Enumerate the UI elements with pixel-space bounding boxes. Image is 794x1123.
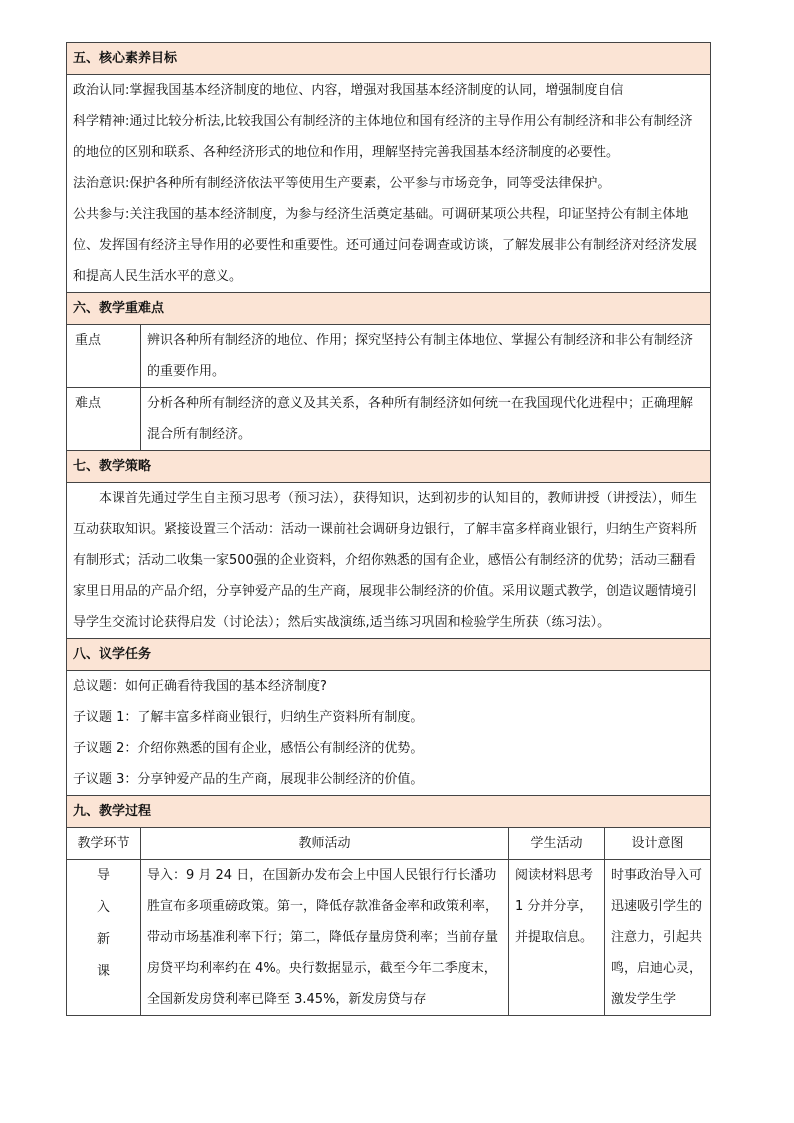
section-9-header xyxy=(67,796,711,828)
section-5-header xyxy=(67,43,711,75)
goal-public-participation: 公共参与:关注我国的基本经济制度，为参与经济生活奠定基础。可调研某项公共程，印证坚持公有制主体地位、发挥国有经济主导作用的必要性和重要性。还可通过问卷调查或访谈，了解发展非公有制经济对经济发展和提高人民生活水平的意义。 xyxy=(73,207,698,284)
section-title: 七、教学策略 xyxy=(67,451,711,483)
section-title: 八、议学任务 xyxy=(67,639,711,671)
sub-topic-3: 子议题 3：分享钟爱产品的生产商，展现非公制经济的价值。 xyxy=(73,772,424,787)
teacher-activity-text: 导入：9 月 24 日，在国新办发布会上中国人民银行行长潘功胜宣布多项重磅政策。第一，降低存款准备金率和政策利率，带动市场基准利率下行；第二，降低存量房贷利率；当前存量房贷平均利率约在 4%。央行数据显示，截至今年二季度末，全国新发房贷利率已降至 3.45%，新发房贷与存 xyxy=(141,860,509,1016)
main-topic: 总议题：如何正确看待我国的基本经济制度? xyxy=(73,679,327,694)
process-row-intro xyxy=(67,860,711,1016)
discussion-tasks xyxy=(67,671,711,796)
key-point-row xyxy=(67,325,711,388)
teaching-strategy-text: 本课首先通过学生自主预习思考（预习法），获得知识，达到初步的认知目的，教师讲授（讲授法），师生互动获取知识。紧接设置三个活动：活动一课前社会调研身边银行，了解丰富多样商业银行，归纳生产资料所有制形式；活动二收集一家500强的企业资料，介绍你熟悉的国有企业，感悟公有制经济的优势；活动三翻看家里日用品的产品介绍，分享钟爱产品的生产商，展现非公制经济的价值。采用议题式教学，创造议题情境引导学生交流讨论获得启发（讨论法）；然后实战演练,适当练习巩固和检验学生所获（练习法）。 xyxy=(73,491,698,630)
section-7-header xyxy=(67,451,711,483)
goal-political-identity: 政治认同:掌握我国基本经济制度的地位、内容，增强对我国基本经济制度的认同，增强制度自信 xyxy=(73,83,624,98)
section-title: 九、教学过程 xyxy=(67,796,711,828)
difficult-point-text: 分析各种所有制经济的意义及其关系，各种所有制经济如何统一在我国现代化进程中；正确理解混合所有制经济。 xyxy=(141,388,711,451)
key-point-text: 辨识各种所有制经济的地位、作用；探究坚持公有制主体地位、掌握公有制经济和非公有制经济的重要作用。 xyxy=(141,325,711,388)
section-8-header xyxy=(67,639,711,671)
section-title: 五、核心素养目标 xyxy=(67,43,711,75)
design-intent-text: 时事政治导入可迅速吸引学生的注意力，引起共鸣，启迪心灵，激发学生学 xyxy=(605,860,711,1016)
section-8-body xyxy=(67,671,711,796)
process-header-row xyxy=(67,828,711,860)
sub-topic-1: 子议题 1：了解丰富多样商业银行，归纳生产资料所有制度。 xyxy=(73,710,424,725)
key-point-label: 重点 xyxy=(67,325,141,388)
header-student-activity: 学生活动 xyxy=(509,828,605,860)
difficult-point-label: 难点 xyxy=(67,388,141,451)
section-6-header xyxy=(67,293,711,325)
document-page xyxy=(66,42,710,1016)
core-literacy-goals xyxy=(67,75,711,293)
difficult-point-row xyxy=(67,388,711,451)
header-teacher-activity: 教师活动 xyxy=(141,828,509,860)
goal-rule-of-law: 法治意识:保护各种所有制经济依法平等使用生产要素，公平参与市场竞争，同等受法律保护。 xyxy=(73,176,611,191)
goal-scientific-spirit: 科学精神:通过比较分析法,比较我国公有制经济的主体地位和国有经济的主导作用公有制经济和非公有制经济的地位的区别和联系、各种经济形式的地位和作用，理解坚持完善我国基本经济制度的必要性。 xyxy=(73,114,693,160)
student-activity-text: 阅读材料思考 1 分并分享，并提取信息。 xyxy=(509,860,605,1016)
lesson-plan-table xyxy=(66,42,711,1016)
header-design-intent: 设计意图 xyxy=(605,828,711,860)
sub-topic-2: 子议题 2：介绍你熟悉的国有企业，感悟公有制经济的优势。 xyxy=(73,741,424,756)
section-7-body xyxy=(67,483,711,639)
section-title: 六、教学重难点 xyxy=(67,293,711,325)
stage-intro: 导 入 新 课 xyxy=(67,860,141,1016)
section-5-body xyxy=(67,75,711,293)
header-stage: 教学环节 xyxy=(67,828,141,860)
